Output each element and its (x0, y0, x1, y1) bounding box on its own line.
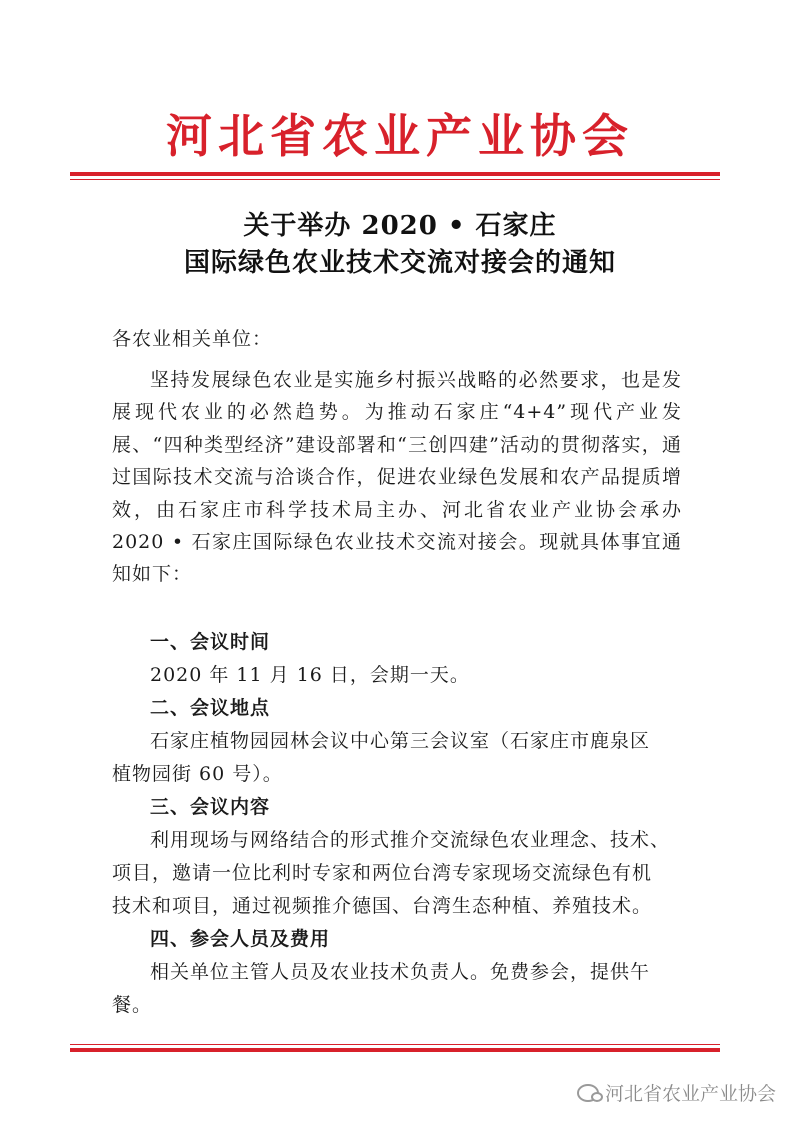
section-heading-content: 三、会议内容 (150, 796, 271, 818)
header-rule-thick (70, 172, 720, 176)
watermark-text: 河北省农业产业协会 (604, 1083, 776, 1105)
organization-header: 河北省农业产业协会 (166, 109, 634, 163)
section-heading-attendees: 四、参会人员及费用 (150, 928, 331, 950)
watermark (577, 1079, 776, 1106)
section-text-line: 相关单位主管人员及农业技术负责人。免费参会，提供午 (150, 961, 651, 983)
header-rule-thin (70, 179, 720, 180)
section-text-line: 利用现场与网络结合的形式推介交流绿色农业理念、技术、 (150, 829, 671, 851)
document-title-line-1: 关于举办 2020 • 石家庄 (243, 211, 557, 241)
wechat-icon (577, 1084, 599, 1102)
addressee: 各农业相关单位： (112, 328, 273, 350)
document-title-line-2: 国际绿色农业技术交流对接会的通知 (183, 248, 616, 278)
footer-rule-thick (70, 1048, 720, 1052)
section-heading-time: 一、会议时间 (150, 631, 271, 653)
section-text-line: 植物园街 60 号）。 (112, 763, 283, 785)
section-text-line: 2020 年 11 月 16 日，会期一天。 (150, 664, 470, 686)
footer-rule-thin (70, 1044, 720, 1045)
section-text-line: 技术和项目，通过视频推介德国、台湾生态种植、养殖技术。 (112, 895, 653, 917)
section-text-line: 餐。 (112, 994, 153, 1016)
intro-paragraph: 坚持发展绿色农业是实施乡村振兴战略的必然要求，也是发展现代农业的必然趋势。为推动石家庄“4+4”现代产业发展、“四种类型经济”建设部署和“三创四建”活动的贯彻落实，通过国际技术交流与洽谈合作，促进农业绿色发展和农产品提质增效，由石家庄市科学技术局主办、河北省农业产业协会承办 2020 • 石家庄国际绿色农业技术交流对接会。现就具体事宜通知如下： (112, 369, 682, 586)
section-text-line: 石家庄植物园园林会议中心第三会议室（石家庄市鹿泉区 (150, 730, 651, 752)
section-text-line: 项目，邀请一位比利时专家和两位台湾专家现场交流绿色有机 (112, 862, 653, 884)
section-heading-location: 二、会议地点 (150, 697, 271, 719)
